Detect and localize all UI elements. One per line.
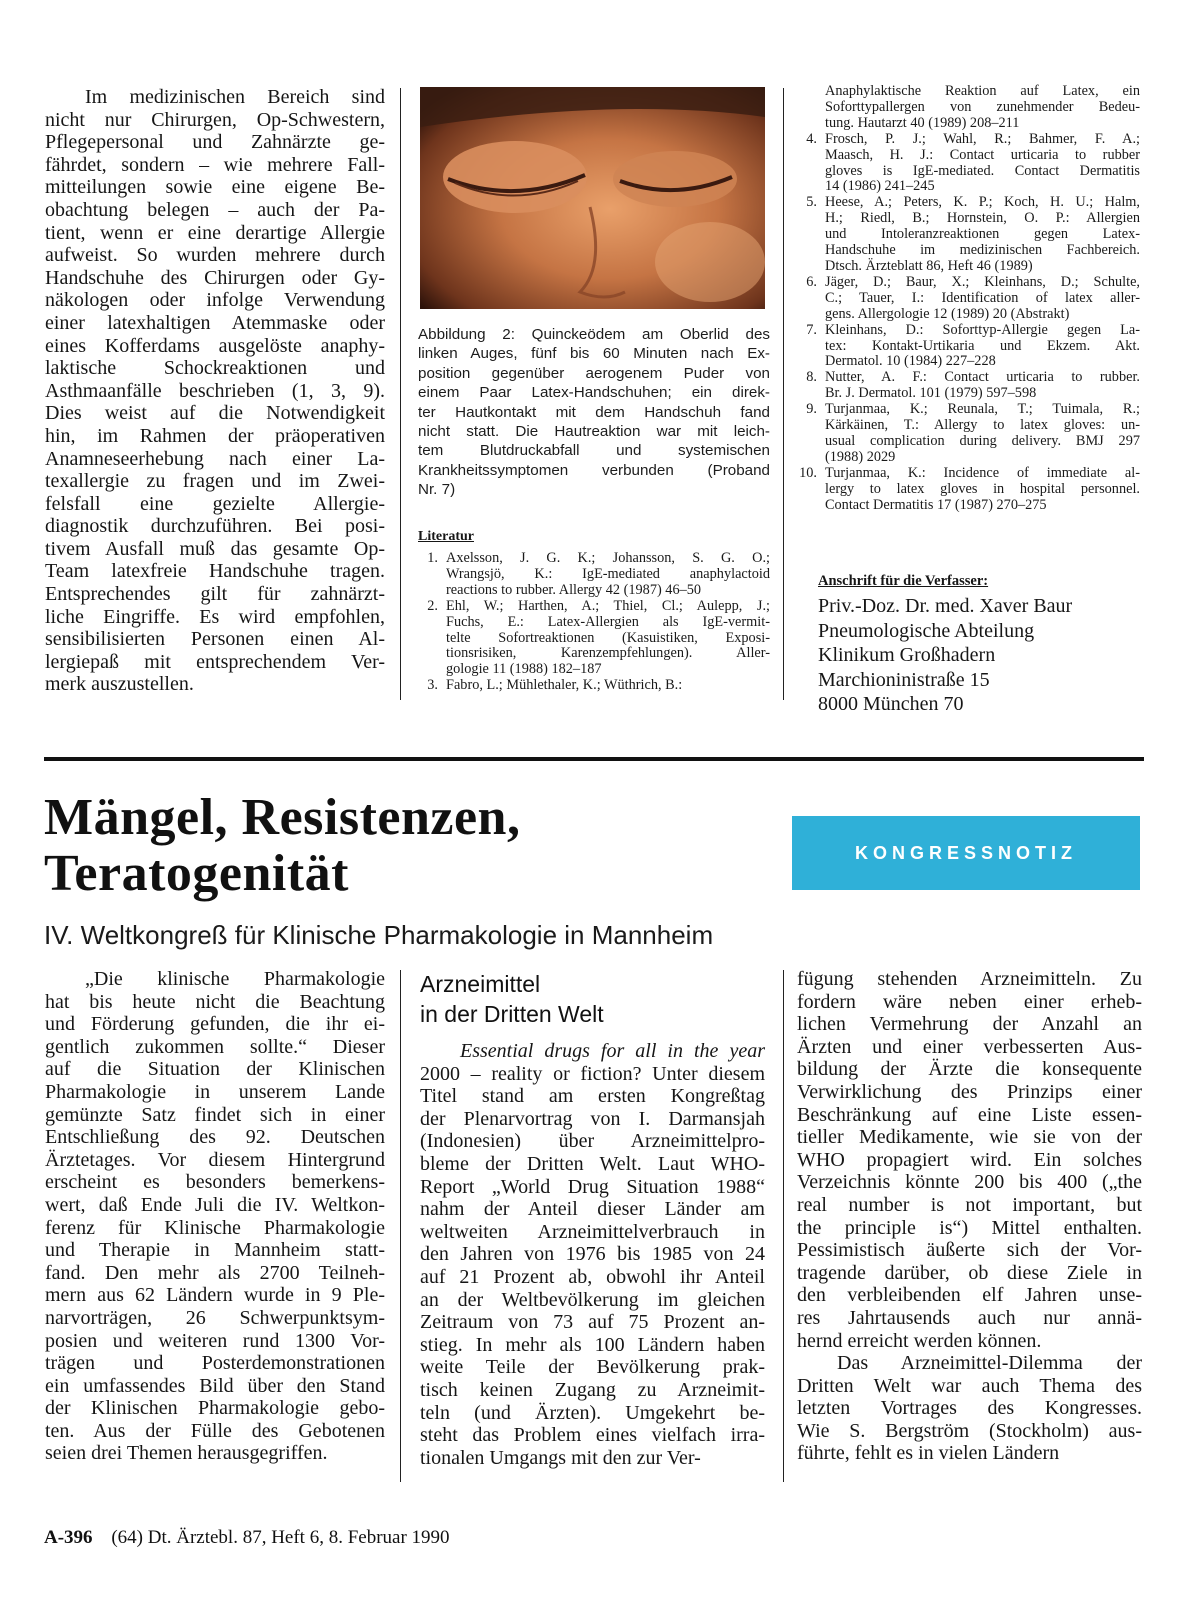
text-line: teln (und Ärzten). Umgekehrt be- bbox=[420, 1401, 765, 1424]
column-divider bbox=[783, 970, 784, 1482]
article-title bbox=[44, 790, 744, 902]
text-line: 2000 – reality or fiction? Unter diesem bbox=[420, 1062, 765, 1085]
text-line: tragende darüber, ob diese Ziele in bbox=[797, 1261, 1142, 1284]
text-line: tisch keinen Zugang zu Arzneimit- bbox=[420, 1378, 765, 1401]
text-line: und Förderung gefunden, die ihr ei- bbox=[45, 1013, 385, 1036]
figure-caption bbox=[418, 325, 770, 500]
text-line: nahm der Anteil dieser Länder am bbox=[420, 1198, 765, 1221]
reference-line: Heese, A.; Peters, K. P.; Koch, H. U.; Halm, bbox=[825, 194, 1140, 211]
reference-line: Fabro, L.; Mühlethaler, K.; Wüthrich, B.: bbox=[446, 677, 683, 694]
reference-number: 5. bbox=[806, 194, 817, 211]
reference-text bbox=[825, 195, 1140, 275]
reference-number: 6. bbox=[806, 273, 817, 290]
text-line: Essential drugs for all in the year bbox=[460, 1040, 765, 1062]
reference-line: tung. Hautarzt 40 (1989) 208–211 bbox=[825, 114, 1020, 131]
text-line: näkologen oder infolge Verwendung bbox=[45, 289, 385, 312]
text-line: und Therapie in Mannheim statt- bbox=[45, 1239, 385, 1262]
text-line: obachtung belegen – auch der Pa- bbox=[45, 198, 385, 221]
category-badge: KONGRESSNOTIZ bbox=[792, 816, 1140, 890]
text-line: Pessimistisch äußerte sich der Vor- bbox=[797, 1239, 1142, 1262]
address-line: Marchioninistraße 15 bbox=[818, 668, 990, 691]
address-heading: Anschrift für die Verfasser: bbox=[818, 573, 989, 589]
caption-line: Krankheitssymptomen verbunden (Proband bbox=[418, 461, 770, 479]
text-line: lergiepaß mit entsprechendem Ver- bbox=[45, 650, 385, 673]
text-line: letzten Vortrages des Kongresses. bbox=[797, 1397, 1142, 1420]
reference-line: Ehl, W.; Harthen, A.; Thiel, Cl.; Aulepp, J.; bbox=[446, 597, 770, 614]
text-line: bleme der Dritten Welt. Laut WHO- bbox=[420, 1152, 765, 1175]
text-line: eines Kofferdams ausgelöste anaphy- bbox=[45, 334, 385, 357]
text-line: texallergie zu fragen und im Zwei- bbox=[45, 470, 385, 493]
reference-line: gloves is IgE-mediated. Contact Dermatitis bbox=[825, 162, 1140, 179]
reference-number: 4. bbox=[806, 130, 817, 147]
text-line: Ärztetages. Vor diesem Hintergrund bbox=[45, 1148, 385, 1171]
text-line: WHO propagiert wird. Ein solches bbox=[797, 1148, 1142, 1171]
section-heading-line1: Arzneimittel bbox=[420, 971, 541, 997]
text-line: Pharmakologie in unserem Lande bbox=[45, 1080, 385, 1103]
reference-line: Turjanmaa, K.; Reunala, T.; Tuimala, R.; bbox=[825, 401, 1140, 418]
reference-number: 10. bbox=[799, 464, 817, 481]
text-line: Das Arzneimittel-Dilemma der bbox=[837, 1352, 1142, 1375]
text-line: tient, wenn er eine derartige Allergie bbox=[45, 221, 385, 244]
text-line: einer latexhaltigen Atemmaske oder bbox=[45, 311, 385, 334]
reference-line: Dtsch. Ärzteblatt 86, Heft 46 (1989) bbox=[825, 257, 1033, 274]
text-line: bildung der Ärzte die konsequente bbox=[797, 1058, 1142, 1081]
reference-text bbox=[825, 275, 1140, 323]
reference-line: lergy to latex gloves in hospital personnel. bbox=[825, 480, 1140, 497]
face-image bbox=[420, 87, 765, 309]
reference-item bbox=[787, 402, 1140, 466]
text-line: tieller Medikamente, wie sie von der bbox=[797, 1126, 1142, 1149]
reference-line: reactions to rubber. Allergy 42 (1987) 46–50 bbox=[446, 581, 702, 598]
text-line: auf 21 Prozent ab, obwohl ihr Anteil bbox=[420, 1265, 765, 1288]
article-column-3 bbox=[797, 968, 1142, 1465]
reference-item bbox=[787, 370, 1140, 402]
reference-line: Nutter, A. F.: Contact urticaria to rubber. bbox=[825, 369, 1140, 386]
text-line: sensibilisierten Personen einen Al- bbox=[45, 628, 385, 651]
reference-item bbox=[787, 195, 1140, 275]
reference-item bbox=[787, 466, 1140, 514]
text-line: steht das Problem eines vielfach irra- bbox=[420, 1424, 765, 1447]
reference-item bbox=[787, 323, 1140, 371]
caption-line: Abbildung 2: Quinckeödem am Oberlid des bbox=[418, 326, 770, 343]
reference-item bbox=[408, 551, 770, 599]
text-line: Anamneseerhebung nach einer La- bbox=[45, 447, 385, 470]
reference-text bbox=[825, 84, 1140, 132]
text-line: Zeitraum von 73 auf 75 Prozent an- bbox=[420, 1311, 765, 1334]
reference-line: gens. Allergologie 12 (1989) 20 (Abstrakt) bbox=[825, 305, 1070, 322]
text-line: Entschließung des 92. Deutschen bbox=[45, 1126, 385, 1149]
text-line: hernd erreicht werden können. bbox=[797, 1329, 1042, 1352]
text-line: mern aus 62 Ländern wurde in 9 Ple- bbox=[45, 1284, 385, 1307]
reference-line: usual complication during delivery. BMJ 297 bbox=[825, 432, 1140, 449]
address-line: 8000 München 70 bbox=[818, 693, 964, 715]
reference-line: 14 (1986) 241–245 bbox=[825, 178, 935, 195]
text-line: seien drei Themen herausgegriffen. bbox=[45, 1442, 328, 1465]
text-line: Dritten Welt war auch Thema des bbox=[797, 1374, 1142, 1397]
address-line: Klinikum Großhadern bbox=[818, 644, 996, 666]
text-line: (Indonesien) über Arzneimittelpro- bbox=[420, 1130, 765, 1153]
reference-line: gologie 11 (1988) 182–187 bbox=[446, 661, 602, 678]
address-line: Pneumologische Abteilung bbox=[818, 619, 1035, 642]
text-line: fährdet, sondern – wie mehrere Fall- bbox=[45, 153, 385, 176]
text-line: der Klinischen Pharmakologie gebo- bbox=[45, 1397, 385, 1420]
text-line: Verzeichnis könnte 200 bis 400 („the bbox=[797, 1171, 1142, 1194]
section-heading-line2: in der Dritten Welt bbox=[420, 1001, 604, 1027]
page-number: A-396 bbox=[44, 1527, 93, 1548]
text-line: Report „World Drug Situation 1988“ bbox=[420, 1175, 765, 1198]
reference-text bbox=[825, 323, 1140, 371]
text-line: felsfall eine gezielte Allergie- bbox=[45, 492, 385, 515]
reference-line: Fuchs, E.: Latex-Allergien als IgE-vermit- bbox=[446, 613, 770, 630]
page-footer bbox=[44, 1527, 450, 1549]
text-line: the principle is“) Mittel enthalten. bbox=[797, 1216, 1142, 1239]
text-line: fügung stehenden Arzneimitteln. Zu bbox=[797, 968, 1142, 990]
caption-line: tem Blutdruckabfall und systemischen bbox=[418, 442, 770, 460]
text-line: Titel stand am ersten Kongreßtag bbox=[420, 1085, 765, 1108]
text-line: ten. Aus der Fülle des Gebotenen bbox=[45, 1419, 385, 1442]
reference-line: Turjanmaa, K.: Incidence of immediate al- bbox=[825, 464, 1140, 481]
reference-item bbox=[787, 275, 1140, 323]
text-line: fordern wäre neben einer erheb- bbox=[797, 990, 1142, 1013]
text-line: gentlich zukommen sollte.“ Dieser bbox=[45, 1035, 385, 1058]
text-line: hat bis heute nicht die Beachtung bbox=[45, 990, 385, 1013]
text-line: Entsprechendes gilt für zahnärzt- bbox=[45, 583, 385, 606]
column-divider bbox=[400, 88, 401, 700]
caption-line: einem Paar Latex-Handschuhen; ein direk- bbox=[418, 384, 770, 402]
text-line: ferenz für Klinische Pharmakologie bbox=[45, 1216, 385, 1239]
reference-number: 8. bbox=[806, 369, 817, 386]
text-line: nicht nur Chirurgen, Op-Schwestern, bbox=[45, 108, 385, 131]
caption-line: nicht statt. Die Hautreaktion war mit leich- bbox=[418, 423, 770, 441]
text-line: Team latexfreie Handschuhe tragen. bbox=[45, 560, 385, 583]
caption-line: Nr. 7) bbox=[418, 481, 456, 499]
article-subtitle: IV. Weltkongreß für Klinische Pharmakologie in Mannheim bbox=[44, 920, 714, 950]
reference-line: Maasch, H. J.: Contact urticaria to rubber bbox=[825, 146, 1140, 163]
reference-line: Soforttypallergen von zunehmender Bedeu- bbox=[825, 98, 1140, 115]
reference-item bbox=[408, 599, 770, 679]
reference-line: Contact Dermatitis 17 (1987) 270–275 bbox=[825, 496, 1047, 513]
text-line: merk auszustellen. bbox=[45, 673, 194, 696]
text-line: den Jahren von 1976 bis 1985 von 24 bbox=[420, 1243, 765, 1266]
text-line: tivem Ausfall muß das gesamte Op- bbox=[45, 537, 385, 560]
reference-number bbox=[787, 84, 825, 132]
text-line: gemünzte Satz findet sich in einer bbox=[45, 1103, 385, 1126]
text-line: narvorträgen, 26 Schwerpunktsym- bbox=[45, 1306, 385, 1329]
text-line: ein umfassendes Bild über den Stand bbox=[45, 1374, 385, 1397]
text-line: laktische Schockreaktionen und bbox=[45, 357, 385, 380]
reference-line: Kärkäinen, T.: Allergy to latex gloves: un- bbox=[825, 417, 1140, 434]
reference-text bbox=[446, 599, 770, 679]
column-divider bbox=[400, 970, 401, 1482]
article-column-1 bbox=[45, 968, 385, 1465]
literatur-heading: Literatur bbox=[418, 529, 474, 544]
reference-number: 7. bbox=[806, 321, 817, 338]
text-line: posien und weiteren rund 1300 Vor- bbox=[45, 1329, 385, 1352]
caption-line: ter Hautkontakt mit dem Handschuh fand bbox=[418, 403, 770, 421]
article-title-line2: Teratogenität bbox=[44, 845, 349, 902]
reference-line: Anaphylaktische Reaktion auf Latex, ein bbox=[825, 83, 1140, 99]
text-line: weltweiten Arzneimittelverbrauch in bbox=[420, 1220, 765, 1243]
reference-line: Frosch, P. J.; Wahl, R.; Bahmer, F. A.; bbox=[825, 130, 1140, 147]
text-line: fand. Den mehr als 2700 Teilneh- bbox=[45, 1261, 385, 1284]
column-divider bbox=[783, 88, 784, 700]
text-line: mitteilungen sowie eine eigene Be- bbox=[45, 176, 385, 199]
reference-line: Handschuhe im medizinischen Fachbereich. bbox=[825, 242, 1140, 259]
text-line: tionalen Umgangs mit den zur Ver- bbox=[420, 1446, 701, 1469]
reference-text bbox=[825, 132, 1140, 196]
reference-text bbox=[825, 402, 1140, 466]
reference-line: Wrangsjö, K.: IgE-mediated anaphylactoid bbox=[446, 565, 770, 582]
text-line: Im medizinischen Bereich sind bbox=[85, 86, 385, 108]
reference-line: Kleinhans, D.: Soforttyp-Allergie gegen La- bbox=[825, 321, 1140, 338]
reference-list-col2 bbox=[408, 551, 770, 694]
reference-line: Dermatol. 10 (1984) 227–228 bbox=[825, 353, 996, 370]
reference-number: 2. bbox=[427, 597, 438, 614]
author-address bbox=[818, 594, 1138, 717]
reference-item bbox=[787, 132, 1140, 196]
caption-line: position gegenüber aerogenem Puder von bbox=[418, 364, 770, 382]
reference-item bbox=[787, 84, 1140, 132]
text-line: führte, fehlt es in vielen Ländern bbox=[797, 1442, 1060, 1465]
reference-list-col3 bbox=[787, 84, 1140, 513]
reference-line: Jäger, D.; Baur, X.; Kleinhans, D.; Schulte, bbox=[825, 273, 1140, 290]
reference-number: 1. bbox=[427, 550, 438, 566]
reference-item bbox=[408, 678, 770, 694]
reference-text bbox=[825, 370, 1140, 402]
text-line: Wie S. Bergström (Stockholm) aus- bbox=[797, 1419, 1142, 1442]
section-divider bbox=[44, 757, 1144, 761]
text-line: auf die Situation der Klinischen bbox=[45, 1058, 385, 1081]
top-column-1 bbox=[45, 86, 385, 696]
text-line: der Plenarvortrag von I. Darmansjah bbox=[420, 1107, 765, 1130]
reference-line: tionsrisiken, Karenzempfehlungen). Aller- bbox=[446, 645, 770, 662]
text-line: diagnostik durchzuführen. Bei posi- bbox=[45, 515, 385, 538]
text-line: Ärzten und einer verbesserten Aus- bbox=[797, 1035, 1142, 1058]
text-line: Handschuhe des Chirurgen oder Gy- bbox=[45, 266, 385, 289]
text-line: Dies weist auf die Notwendigkeit bbox=[45, 402, 385, 425]
text-line: liche Eingriffe. Es wird empfohlen, bbox=[45, 605, 385, 628]
text-line: an der Weltbevölkerung im gleichen bbox=[420, 1288, 765, 1311]
address-line: Priv.-Doz. Dr. med. Xaver Baur bbox=[818, 595, 1073, 617]
reference-line: Axelsson, J. G. K.; Johansson, S. G. O.; bbox=[446, 550, 770, 566]
text-line: „Die klinische Pharmakologie bbox=[85, 968, 385, 990]
text-line: real number is not important, but bbox=[797, 1193, 1142, 1216]
text-line: trägen und Posterdemonstrationen bbox=[45, 1352, 385, 1375]
section-heading bbox=[420, 969, 604, 1029]
text-line: erscheint es besonders bemerkens- bbox=[45, 1171, 385, 1194]
journal-citation: (64) Dt. Ärztebl. 87, Heft 6, 8. Februar 1990 bbox=[111, 1527, 450, 1548]
text-line: Pflegepersonal und Zahnärzte ge- bbox=[45, 131, 385, 154]
text-line: lichen Vermehrung der Anzahl an bbox=[797, 1013, 1142, 1036]
text-line: hin, im Rahmen der präoperativen bbox=[45, 424, 385, 447]
article-column-2 bbox=[420, 1040, 765, 1469]
reference-line: Br. J. Dermatol. 101 (1979) 597–598 bbox=[825, 385, 1037, 402]
text-line: stieg. In mehr als 100 Ländern haben bbox=[420, 1333, 765, 1356]
reference-number: 9. bbox=[806, 401, 817, 418]
reference-number: 3. bbox=[427, 677, 438, 694]
article-title-line1: Mängel, Resistenzen, bbox=[44, 789, 521, 846]
text-line: res Jahrtausends auch nur annä- bbox=[797, 1306, 1142, 1329]
reference-line: telte Sofortreaktionen (Kasuistiken, Exposi- bbox=[446, 629, 770, 646]
reference-line: (1988) 2029 bbox=[825, 448, 896, 465]
text-line: aufweist. So wurden mehrere durch bbox=[45, 244, 385, 267]
text-line: Asthmaanfälle beschrieben (1, 3, 9). bbox=[45, 379, 385, 402]
text-line: wert, daß Ende Juli die IV. Weltkon- bbox=[45, 1193, 385, 1216]
text-line: den verbleibenden elf Jahren unse- bbox=[797, 1284, 1142, 1307]
text-line: Beschränkung auf eine Liste essen- bbox=[797, 1103, 1142, 1126]
text-line: Verwirklichung des Prinzips einer bbox=[797, 1080, 1142, 1103]
reference-text bbox=[446, 678, 770, 694]
reference-line: und Intoleranzreaktionen gegen Latex- bbox=[825, 226, 1140, 243]
text-line: weite Teile der Bevölkerung prak- bbox=[420, 1356, 765, 1379]
reference-text bbox=[446, 551, 770, 599]
reference-line: tex: Kontakt-Urtikaria und Ekzem. Akt. bbox=[825, 337, 1140, 354]
reference-text bbox=[825, 466, 1140, 514]
reference-line: C.; Tauer, I.: Identification of latex aller- bbox=[825, 289, 1140, 306]
figure-photo-eyelid bbox=[420, 87, 765, 309]
reference-line: H.; Riedl, B.; Hornstein, O. P.: Allergien bbox=[825, 210, 1140, 227]
caption-line: linken Auges, fünf bis 60 Minuten nach Ex- bbox=[418, 345, 770, 363]
